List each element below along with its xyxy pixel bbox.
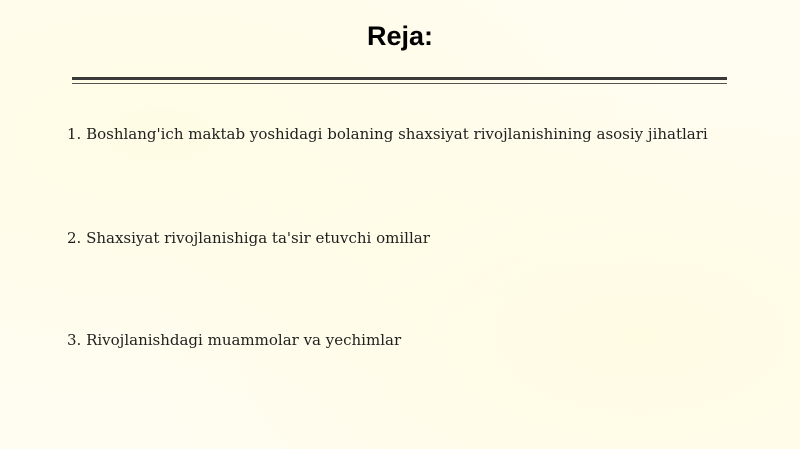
title-divider-thick — [72, 77, 727, 80]
title-divider-thin — [72, 83, 727, 84]
plan-item-1: 1. Boshlang'ich maktab yoshidagi bolaning shaxsiyat rivojlanishining asosiy jihatlari — [67, 125, 708, 143]
plan-item-3: 3. Rivojlanishdagi muammolar va yechimlar — [67, 331, 402, 349]
slide-title: Reja: — [366, 21, 434, 51]
plan-item-2: 2. Shaxsiyat rivojlanishiga ta'sir etuvchi omillar — [67, 229, 430, 247]
